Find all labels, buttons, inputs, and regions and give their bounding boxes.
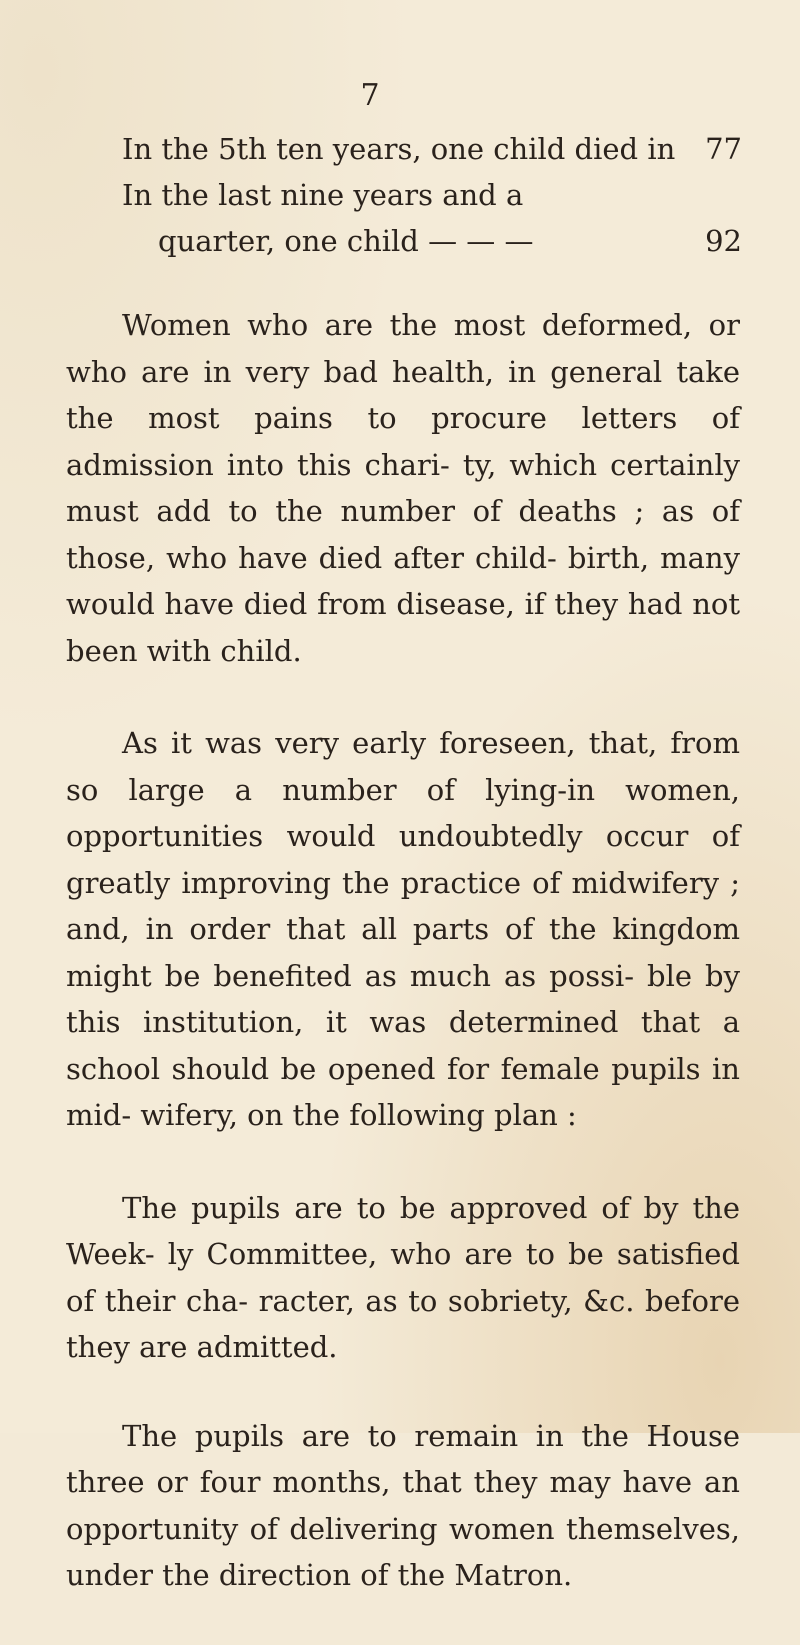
stat-line [122,172,742,218]
stat-line [122,126,742,172]
stat-line [122,218,742,264]
body-text [66,302,740,1645]
stat-text: In the last nine years and a [122,178,524,212]
stat-value: 92 [705,224,742,258]
paragraph-pupil-residence: The pupils are to remain in the House three or four months, that they may have an opportunity of delivering women themselves, under the direction of the Matron. [66,1418,740,1592]
paragraph-pupil-approval: The pupils are to be approved of by the Week- ly Committee, who are to be satisfied of their cha- racter, as to sobriety, &c. before they are admitted. [66,1190,740,1364]
page-number: 7 [360,78,380,113]
mortality-statistics [122,126,742,264]
paragraph-deformed-women: Women who are the most deformed, or who are in very bad health, in general take the most pains to procure letters of admission into this chari- ty, which certainly must add to the number of deaths ; as of those, who have died after child- birth, many would have died from disease, if they had not been with child. [66,308,740,668]
stat-value: 77 [705,132,742,166]
paragraph-midwifery-school: As it was very early foreseen, that, from so large a number of lying-in women, opportunities would undoubtedly occur of greatly improving the practice of midwifery ; and, in order that all parts of the kingdom might be benefited as much as possi- ble by this institution, it was determined that a school should be opened for female pupils in mid- wifery, on the following plan : [66,726,740,1132]
stat-text: In the 5th ten years, one child died in [122,132,676,166]
stat-text: quarter, one child — — — [158,224,534,258]
